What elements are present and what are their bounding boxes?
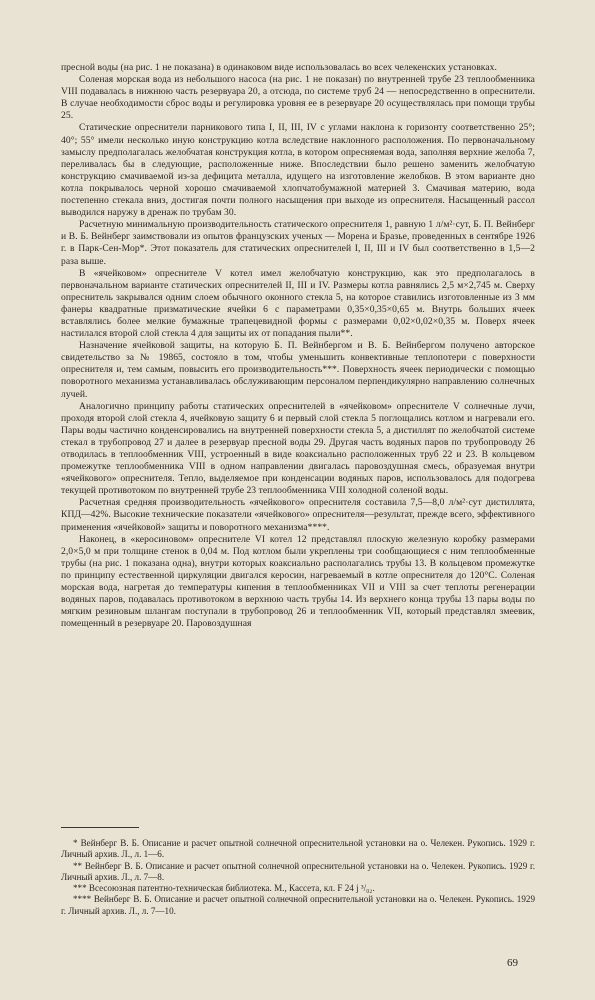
paragraph: Наконец, в «керосиновом» опреснителе VI котел 12 представлял плоскую железную коробку размерами 2,0×5,0 м при толщине стенок в 0,04 м. Под котлом были укреплены три сообщающиеся с ним теплообменные трубы (на рис. 1 показана одна), внутри которых коаксиально располагались трубы 13. В кольцевом промежутке по принципу естественной циркуляции двигался керосин, нагреваемый в котле опреснителя до 120°С. Соленая морская вода, нагретая до температуры кипения в теплообменниках VII и VIII за счет теплоты регенерации водяных паров, подавалась противотоком в верхнюю часть трубы 14. Из верхнего конца трубы 13 пары воды по мягким резиновым шлангам поступали в трубопровод 26 и теплообменник VII, который представлял змеевик, помещенный в резервуаре 20. Паровоздушная (61, 533, 535, 630)
footnote: *** Всесоюзная патентно-техническая библиотека. М., Кассета, кл. F 24 j ³/₀₂. (73, 883, 375, 894)
paragraph: Соленая морская вода из небольшого насоса (на рис. 1 не показан) по внутренней трубе 23 теплообменника VIII подавалась в нижнюю часть резервуара 20, а отсюда, по системе труб 24 — непосредственно в опреснители. В случае необходимости сброс воды и регулировка уровня ее в резервуаре 20 осуществлялась при помощи трубы 25. (61, 74, 535, 122)
paragraph: Расчетная средняя производительность «ячейкового» опреснителя составила 7,5—8,0 л/м²·сут дистиллята, КПД—42%. Высокие технические показатели «ячейкового» опреснителя—результат, прежде всего, эффективного применения «ячейковой» защиты и поворотного механизма****. (61, 497, 535, 533)
footnotes (61, 838, 535, 917)
page-number: 69 (507, 957, 518, 969)
body-text (61, 62, 535, 630)
paragraph: В «ячейковом» опреснителе V котел имел желобчатую конструкцию, как это предполагалось в первоначальном варианте статических опреснителей II, III и IV. Размеры котла равнялись 2,5 м×2,745 м. Сверху опреснитель закрывался одним слоем обычного оконного стекла 5, на которое ставились изготовленные из 3 мм фанеры квадратные призматические ячейки 6 с параметрами 0,35×0,35×0,65 м. Внутрь больших ячеек вставлялись более мелкие бумажные трапецевидной формы с размерами 0,02×0,02×0,35 м. Поверх ячеек настилался второй слой стекла 4 для защиты их от попадания пыли**. (61, 267, 535, 340)
paragraph: Статические опреснители парникового типа I, II, III, IV с углами наклона к горизонту соответственно 25°; 40°; 55° имели несколько иную конструкцию котла вследствие наклонного расположения. По первоначальному замыслу предполагалась желобчатая конструкция котла, в котором опресняемая вода, заполняя верхние желоба 7, переливалась бы в следующие, расположенные ниже. Впоследствии было решено заменить желобчатую конструкцию смачиваемой из-за дефицита металла, идущего на изготовление желобков. В этом варианте дно котла покрывалось черной хорошо смачиваемой хлопчатобумажной материей 3. Смачивая материю, вода постепенно стекала вниз, достигая почти полного насыщения при выходе из опреснителя. Насыщенный рассол выводился наружу в дренаж по трубам 30. (61, 122, 535, 219)
footnote: ** Вейнберг В. Б. Описание и расчет опытной солнечной опреснительной установки на о. Челекен. Рукопись. 1929 г. Личный архив. Л., л. 7—8. (61, 860, 535, 882)
footnote-separator (61, 827, 139, 828)
paragraph: Назначение ячейковой защиты, на которую Б. П. Вейнбергом и В. Б. Вейнбергом получено авторское свидетельство за № 19865, состояло в том, чтобы уменьшить конвективные теплопотери с поверхности опреснителя и, тем самым, повысить его производительность***. Поверхность ячеек периодически с помощью поворотного механизма устанавливалась обслуживающим персоналом перпендикулярно направлению солнечных лучей. (61, 340, 535, 400)
paragraph: пресной воды (на рис. 1 не показана) в одинаковом виде использовалась во всех челекенских установках. (61, 62, 497, 73)
paragraph: Аналогично принципу работы статических опреснителей в «ячейковом» опреснителе V солнечные лучи, проходя второй слой стекла 4, ячейковую защиту 6 и первый слой стекла 5 поглощались котлом и нагревали его. Пары воды частично конденсировались на внутренней поверхности стекла 5, а дистиллят по желобчатой системе стекал в трубопровод 27 и далее в резервуар пресной воды 29. Другая часть водяных паров по трубопроводу 26 отводилась в теплообменник VIII, устроенный в виде коаксиально расположенных труб 22 и 23. В кольцевом промежутке теплообменника VIII в одном направлении двигалась паровоздушная смесь, образуемая внутри «ячейкового» опреснителя. Тепло, выделяемое при конденсации водяных паров, использовалось для подогрева текущей противотоком по внутренней трубе 23 теплообменника VIII холодной соленой воды. (61, 400, 535, 497)
paragraph: Расчетную минимальную производительность статического опреснителя 1, равную 1 л/м²·сут, Б. П. Вейнберг и В. Б. Вейнберг заимствовали из опытов французских ученых — Морена и Бразье, проведенных в сентябре 1926 г. в Парк-Сен-Мор*. Этот показатель для статических опреснителей I, II, III и IV был соответственно в 1,5—2 раза выше. (61, 219, 535, 267)
footnote: **** Вейнберг В. Б. Описание и расчет опытной солнечной опреснительной установки на о. Челекен. Рукопись. 1929 г. Личный архив. Л., л. 7—10. (61, 894, 535, 916)
footnote: * Вейнберг В. Б. Описание и расчет опытной солнечной опреснительной установки на о. Челекен. Рукопись. 1929 г. Личный архив. Л., л. 1—6. (61, 838, 535, 860)
